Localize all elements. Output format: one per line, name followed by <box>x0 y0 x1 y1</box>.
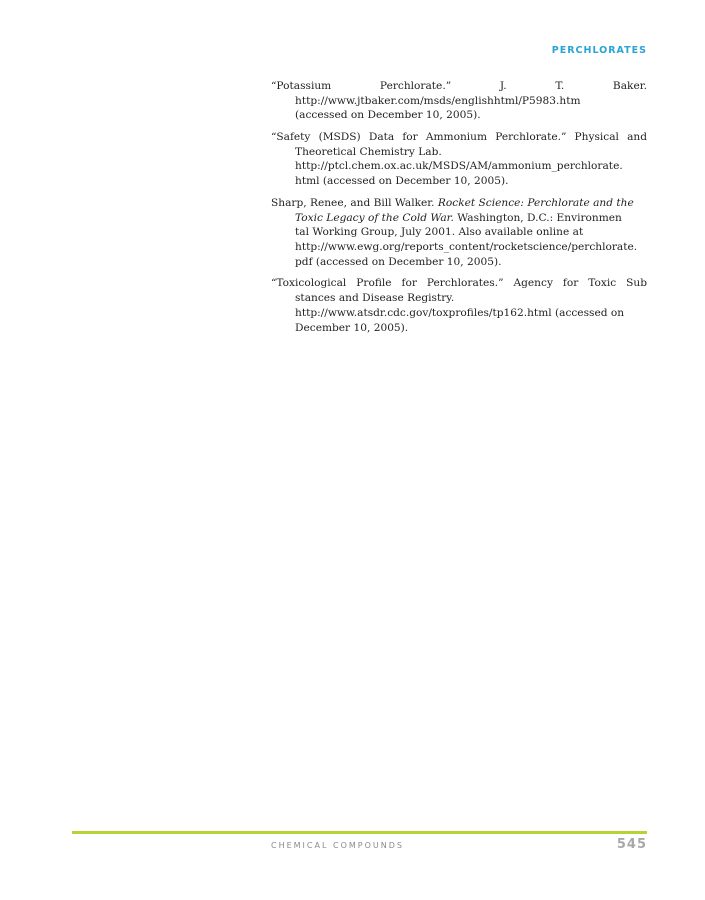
reference-line: pdf (accessed on December 10, 2005). <box>295 255 502 268</box>
reference-line: Theoretical Chemistry Lab. <box>295 145 442 158</box>
reference-line: stances and Disease Registry. <box>295 292 455 305</box>
reference-line: http://www.jtbaker.com/msds/englishhtml/P5983.htm <box>295 94 581 107</box>
footer-rule <box>72 831 647 834</box>
book-title: Toxic Legacy of the Cold War. <box>295 211 454 224</box>
reference-line: “Potassium Perchlorate.” J. T. Baker. <box>271 80 647 92</box>
running-head: PERCHLORATES <box>551 45 647 56</box>
reference-list <box>271 79 647 342</box>
reference-line: “Safety (MSDS) Data for Ammonium Perchlorate.” Physical and <box>271 131 647 144</box>
reference-entry <box>271 79 647 123</box>
author-names: Sharp, Renee, and Bill Walker. <box>271 196 438 209</box>
publisher-text: Washington, D.C.: Environmen <box>453 211 622 224</box>
reference-line: tal Working Group, July 2001. Also available online at <box>295 226 584 239</box>
reference-line: (accessed on December 10, 2005). <box>295 109 481 122</box>
reference-line: http://www.atsdr.cdc.gov/toxprofiles/tp162.html (accessed on <box>295 306 625 319</box>
page-number: 545 <box>616 837 647 852</box>
reference-line: http://ptcl.chem.ox.ac.uk/MSDS/AM/ammonium_perchlorate. <box>295 160 623 173</box>
reference-line <box>271 211 647 226</box>
footer-book-title: CHEMICAL COMPOUNDS <box>271 841 404 850</box>
book-title: Rocket Science: Perchlorate and the <box>437 196 634 209</box>
reference-line: http://www.ewg.org/reports_content/rocketscience/perchlorate. <box>295 241 638 253</box>
reference-entry <box>271 196 647 270</box>
reference-line: “Toxicological Profile for Perchlorates.” Agency for Toxic Sub <box>271 277 647 290</box>
reference-line: December 10, 2005). <box>295 321 409 334</box>
reference-line <box>271 196 647 211</box>
reference-line: html (accessed on December 10, 2005). <box>295 175 509 188</box>
reference-entry <box>271 276 647 335</box>
reference-entry <box>271 130 647 189</box>
